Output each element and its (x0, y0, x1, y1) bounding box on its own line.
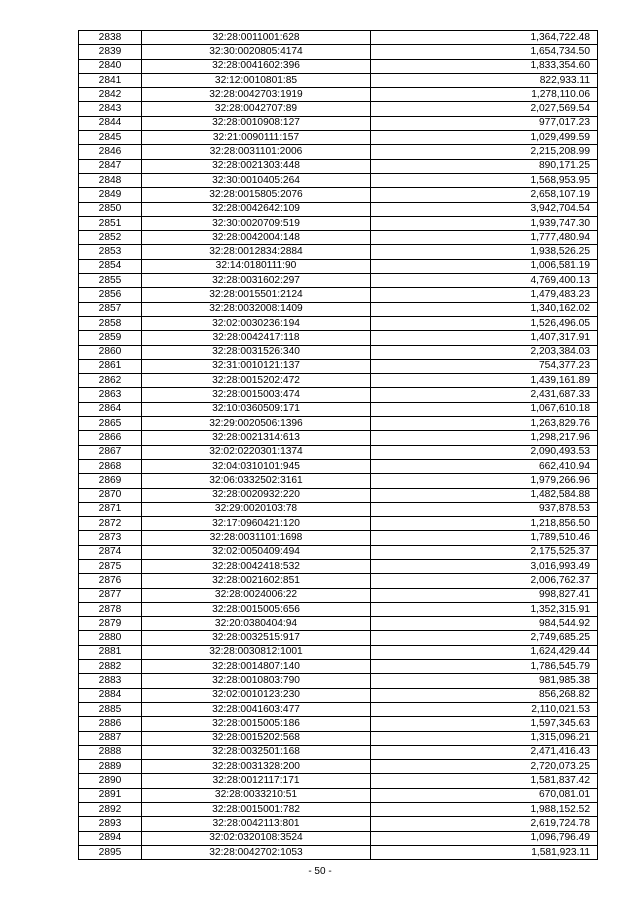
cadastral-value: 1,581,923.11 (371, 845, 598, 859)
cadastral-value: 1,278,110.06 (371, 88, 598, 102)
table-row (79, 145, 598, 159)
row-number: 2881 (79, 645, 142, 659)
row-number: 2841 (79, 73, 142, 87)
row-number: 2895 (79, 845, 142, 859)
cadastral-value: 1,218,856.50 (371, 517, 598, 531)
cadastral-number: 32:02:0030236:194 (142, 316, 371, 330)
cadastral-number: 32:28:0012117:171 (142, 774, 371, 788)
cadastral-value: 1,352,315.91 (371, 602, 598, 616)
cadastral-number: 32:28:0015001:782 (142, 803, 371, 817)
table-row (79, 745, 598, 759)
cadastral-number: 32:29:0020506:1396 (142, 417, 371, 431)
cadastral-value: 1,568,953.95 (371, 173, 598, 187)
row-number: 2891 (79, 788, 142, 802)
row-number: 2884 (79, 688, 142, 702)
cadastral-value: 1,029,499.59 (371, 131, 598, 145)
row-number: 2892 (79, 803, 142, 817)
row-number: 2859 (79, 331, 142, 345)
cadastral-value: 1,988,152.52 (371, 803, 598, 817)
cadastral-value: 670,081.01 (371, 788, 598, 802)
table-row (79, 531, 598, 545)
row-number: 2880 (79, 631, 142, 645)
row-number: 2839 (79, 45, 142, 59)
cadastral-number: 32:14:0180111:90 (142, 259, 371, 273)
cadastral-value: 2,203,384.03 (371, 345, 598, 359)
table-row (79, 803, 598, 817)
cadastral-number: 32:28:0015005:656 (142, 602, 371, 616)
row-number: 2879 (79, 617, 142, 631)
row-number: 2882 (79, 660, 142, 674)
cadastral-value: 937,878.53 (371, 502, 598, 516)
cadastral-value: 2,110,021.53 (371, 702, 598, 716)
cadastral-value: 1,006,581.19 (371, 259, 598, 273)
cadastral-number: 32:28:0042004:148 (142, 231, 371, 245)
cadastral-number: 32:28:0031101:1698 (142, 531, 371, 545)
cadastral-value: 3,942,704.54 (371, 202, 598, 216)
cadastral-number: 32:29:0020103:78 (142, 502, 371, 516)
cadastral-number: 32:28:0030812:1001 (142, 645, 371, 659)
table-row (79, 845, 598, 859)
row-number: 2876 (79, 574, 142, 588)
row-number: 2848 (79, 173, 142, 187)
row-number: 2851 (79, 216, 142, 230)
cadastral-value: 1,526,496.05 (371, 316, 598, 330)
table-row (79, 517, 598, 531)
row-number: 2866 (79, 431, 142, 445)
table-row (79, 760, 598, 774)
row-number: 2850 (79, 202, 142, 216)
table-row (79, 259, 598, 273)
table-row (79, 602, 598, 616)
cadastral-value: 1,654,734.50 (371, 45, 598, 59)
cadastral-number: 32:20:0380404:94 (142, 617, 371, 631)
cadastral-number: 32:30:0010405:264 (142, 173, 371, 187)
row-number: 2840 (79, 59, 142, 73)
row-number: 2860 (79, 345, 142, 359)
row-number: 2874 (79, 545, 142, 559)
cadastral-value: 1,939,747.30 (371, 216, 598, 230)
table-row (79, 731, 598, 745)
row-number: 2886 (79, 717, 142, 731)
cadastral-number: 32:28:0021314:613 (142, 431, 371, 445)
cadastral-number: 32:28:0021602:851 (142, 574, 371, 588)
cadastral-number: 32:30:0020805:4174 (142, 45, 371, 59)
cadastral-number: 32:28:0021303:448 (142, 159, 371, 173)
cadastral-number: 32:30:0020709:519 (142, 216, 371, 230)
table-row (79, 388, 598, 402)
cadastral-value: 1,315,096.21 (371, 731, 598, 745)
row-number: 2872 (79, 517, 142, 531)
cadastral-value: 1,624,429.44 (371, 645, 598, 659)
cadastral-number: 32:02:0320108:3524 (142, 831, 371, 845)
cadastral-number: 32:28:0015202:568 (142, 731, 371, 745)
row-number: 2847 (79, 159, 142, 173)
cadastral-number: 32:28:0012834:2884 (142, 245, 371, 259)
cadastral-number: 32:28:0015202:472 (142, 374, 371, 388)
table-row (79, 717, 598, 731)
row-number: 2889 (79, 760, 142, 774)
row-number: 2845 (79, 131, 142, 145)
cadastral-value: 984,544.92 (371, 617, 598, 631)
cadastral-value: 1,407,317.91 (371, 331, 598, 345)
row-number: 2843 (79, 102, 142, 116)
table-row (79, 59, 598, 73)
cadastral-value: 2,431,687.33 (371, 388, 598, 402)
cadastral-value-table (78, 30, 598, 860)
cadastral-number: 32:28:0015005:186 (142, 717, 371, 731)
cadastral-number: 32:04:0310101:945 (142, 459, 371, 473)
cadastral-number: 32:31:0010121:137 (142, 359, 371, 373)
row-number: 2885 (79, 702, 142, 716)
table-row (79, 445, 598, 459)
cadastral-number: 32:28:0020932:220 (142, 488, 371, 502)
row-number: 2864 (79, 402, 142, 416)
table-row (79, 417, 598, 431)
table-row (79, 359, 598, 373)
cadastral-value: 3,016,993.49 (371, 559, 598, 573)
cadastral-number: 32:28:0042113:801 (142, 817, 371, 831)
cadastral-number: 32:28:0042417:118 (142, 331, 371, 345)
cadastral-value: 1,439,161.89 (371, 374, 598, 388)
cadastral-value: 1,263,829.76 (371, 417, 598, 431)
cadastral-value: 1,482,584.88 (371, 488, 598, 502)
table-row (79, 374, 598, 388)
cadastral-number: 32:28:0031101:2006 (142, 145, 371, 159)
table-row (79, 474, 598, 488)
cadastral-value: 2,006,762.37 (371, 574, 598, 588)
cadastral-value: 1,581,837.42 (371, 774, 598, 788)
cadastral-value: 1,833,354.60 (371, 59, 598, 73)
row-number: 2883 (79, 674, 142, 688)
row-number: 2855 (79, 274, 142, 288)
cadastral-number: 32:17:0960421:120 (142, 517, 371, 531)
cadastral-value: 2,175,525.37 (371, 545, 598, 559)
cadastral-number: 32:02:0050409:494 (142, 545, 371, 559)
cadastral-value: 890,171.25 (371, 159, 598, 173)
cadastral-value: 2,471,416.43 (371, 745, 598, 759)
table-row (79, 116, 598, 130)
row-number: 2868 (79, 459, 142, 473)
cadastral-value: 1,979,266.96 (371, 474, 598, 488)
page-number: - 50 - (308, 866, 332, 877)
row-number: 2887 (79, 731, 142, 745)
table-row (79, 559, 598, 573)
cadastral-value: 2,619,724.78 (371, 817, 598, 831)
row-number: 2844 (79, 116, 142, 130)
table-row (79, 645, 598, 659)
row-number: 2842 (79, 88, 142, 102)
cadastral-value: 977,017.23 (371, 116, 598, 130)
cadastral-number: 32:28:0032515:917 (142, 631, 371, 645)
cadastral-value: 4,769,400.13 (371, 274, 598, 288)
table-row (79, 817, 598, 831)
cadastral-number: 32:10:0360509:171 (142, 402, 371, 416)
table-row (79, 45, 598, 59)
cadastral-number: 32:12:0010801:85 (142, 73, 371, 87)
table-row (79, 173, 598, 187)
table-row (79, 588, 598, 602)
table-row (79, 502, 598, 516)
row-number: 2861 (79, 359, 142, 373)
cadastral-value: 981,985.38 (371, 674, 598, 688)
row-number: 2857 (79, 302, 142, 316)
table-row (79, 131, 598, 145)
cadastral-value: 1,789,510.46 (371, 531, 598, 545)
table-row (79, 702, 598, 716)
row-number: 2894 (79, 831, 142, 845)
cadastral-value: 1,364,722.48 (371, 31, 598, 45)
table-row (79, 774, 598, 788)
row-number: 2863 (79, 388, 142, 402)
row-number: 2893 (79, 817, 142, 831)
cadastral-number: 32:28:0011001:628 (142, 31, 371, 45)
cadastral-number: 32:28:0031526:340 (142, 345, 371, 359)
table-row (79, 574, 598, 588)
row-number: 2865 (79, 417, 142, 431)
cadastral-number: 32:28:0010803:790 (142, 674, 371, 688)
table-row (79, 431, 598, 445)
cadastral-value: 1,479,483.23 (371, 288, 598, 302)
cadastral-value: 822,933.11 (371, 73, 598, 87)
cadastral-number: 32:02:0220301:1374 (142, 445, 371, 459)
row-number: 2873 (79, 531, 142, 545)
cadastral-value: 1,067,610.18 (371, 402, 598, 416)
table-row (79, 231, 598, 245)
cadastral-value: 856,268.82 (371, 688, 598, 702)
table-row (79, 831, 598, 845)
cadastral-number: 32:28:0042707:89 (142, 102, 371, 116)
table-row (79, 617, 598, 631)
table-row (79, 402, 598, 416)
table-row (79, 631, 598, 645)
cadastral-value: 1,938,526.25 (371, 245, 598, 259)
table-row (79, 274, 598, 288)
table-row (79, 31, 598, 45)
table-row (79, 202, 598, 216)
row-number: 2854 (79, 259, 142, 273)
row-number: 2849 (79, 188, 142, 202)
row-number: 2853 (79, 245, 142, 259)
cadastral-value: 1,777,480.94 (371, 231, 598, 245)
cadastral-value: 1,786,545.79 (371, 660, 598, 674)
cadastral-number: 32:02:0010123:230 (142, 688, 371, 702)
table-row (79, 488, 598, 502)
row-number: 2869 (79, 474, 142, 488)
row-number: 2871 (79, 502, 142, 516)
cadastral-number: 32:28:0031328:200 (142, 760, 371, 774)
table-row (79, 545, 598, 559)
row-number: 2890 (79, 774, 142, 788)
table-row (79, 316, 598, 330)
table-row (79, 331, 598, 345)
cadastral-number: 32:28:0010908:127 (142, 116, 371, 130)
cadastral-number: 32:28:0014807:140 (142, 660, 371, 674)
table-row (79, 688, 598, 702)
table-row (79, 88, 598, 102)
cadastral-number: 32:28:0015003:474 (142, 388, 371, 402)
cadastral-value: 2,658,107.19 (371, 188, 598, 202)
table-row (79, 788, 598, 802)
cadastral-value: 2,090,493.53 (371, 445, 598, 459)
row-number: 2870 (79, 488, 142, 502)
row-number: 2846 (79, 145, 142, 159)
cadastral-value: 2,749,685.25 (371, 631, 598, 645)
cadastral-value: 754,377.23 (371, 359, 598, 373)
table-body (79, 31, 598, 860)
table-row (79, 674, 598, 688)
table-row (79, 345, 598, 359)
cadastral-number: 32:28:0042418:532 (142, 559, 371, 573)
row-number: 2875 (79, 559, 142, 573)
cadastral-number: 32:28:0031602:297 (142, 274, 371, 288)
cadastral-number: 32:28:0041603:477 (142, 702, 371, 716)
table-row (79, 73, 598, 87)
cadastral-number: 32:06:0332502:3161 (142, 474, 371, 488)
table-row (79, 216, 598, 230)
row-number: 2856 (79, 288, 142, 302)
cadastral-value: 662,410.94 (371, 459, 598, 473)
table-row (79, 102, 598, 116)
cadastral-number: 32:28:0032008:1409 (142, 302, 371, 316)
cadastral-number: 32:28:0042702:1053 (142, 845, 371, 859)
cadastral-number: 32:28:0032501:168 (142, 745, 371, 759)
cadastral-value: 2,027,569.54 (371, 102, 598, 116)
table-row (79, 288, 598, 302)
cadastral-number: 32:28:0042642:109 (142, 202, 371, 216)
cadastral-number: 32:28:0015501:2124 (142, 288, 371, 302)
row-number: 2888 (79, 745, 142, 759)
cadastral-number: 32:28:0024006:22 (142, 588, 371, 602)
cadastral-value: 1,298,217.96 (371, 431, 598, 445)
table-row (79, 660, 598, 674)
table-row (79, 159, 598, 173)
row-number: 2862 (79, 374, 142, 388)
cadastral-value: 1,096,796.49 (371, 831, 598, 845)
table-row (79, 302, 598, 316)
cadastral-value: 998,827.41 (371, 588, 598, 602)
row-number: 2877 (79, 588, 142, 602)
cadastral-value: 1,597,345.63 (371, 717, 598, 731)
table-row (79, 459, 598, 473)
cadastral-number: 32:28:0033210:51 (142, 788, 371, 802)
row-number: 2867 (79, 445, 142, 459)
cadastral-value: 1,340,162.02 (371, 302, 598, 316)
cadastral-number: 32:28:0015805:2076 (142, 188, 371, 202)
row-number: 2852 (79, 231, 142, 245)
cadastral-number: 32:21:0090111:157 (142, 131, 371, 145)
cadastral-value: 2,720,073.25 (371, 760, 598, 774)
cadastral-value: 2,215,208.99 (371, 145, 598, 159)
table-row (79, 245, 598, 259)
row-number: 2838 (79, 31, 142, 45)
cadastral-number: 32:28:0041602:396 (142, 59, 371, 73)
row-number: 2878 (79, 602, 142, 616)
cadastral-number: 32:28:0042703:1919 (142, 88, 371, 102)
row-number: 2858 (79, 316, 142, 330)
table-row (79, 188, 598, 202)
